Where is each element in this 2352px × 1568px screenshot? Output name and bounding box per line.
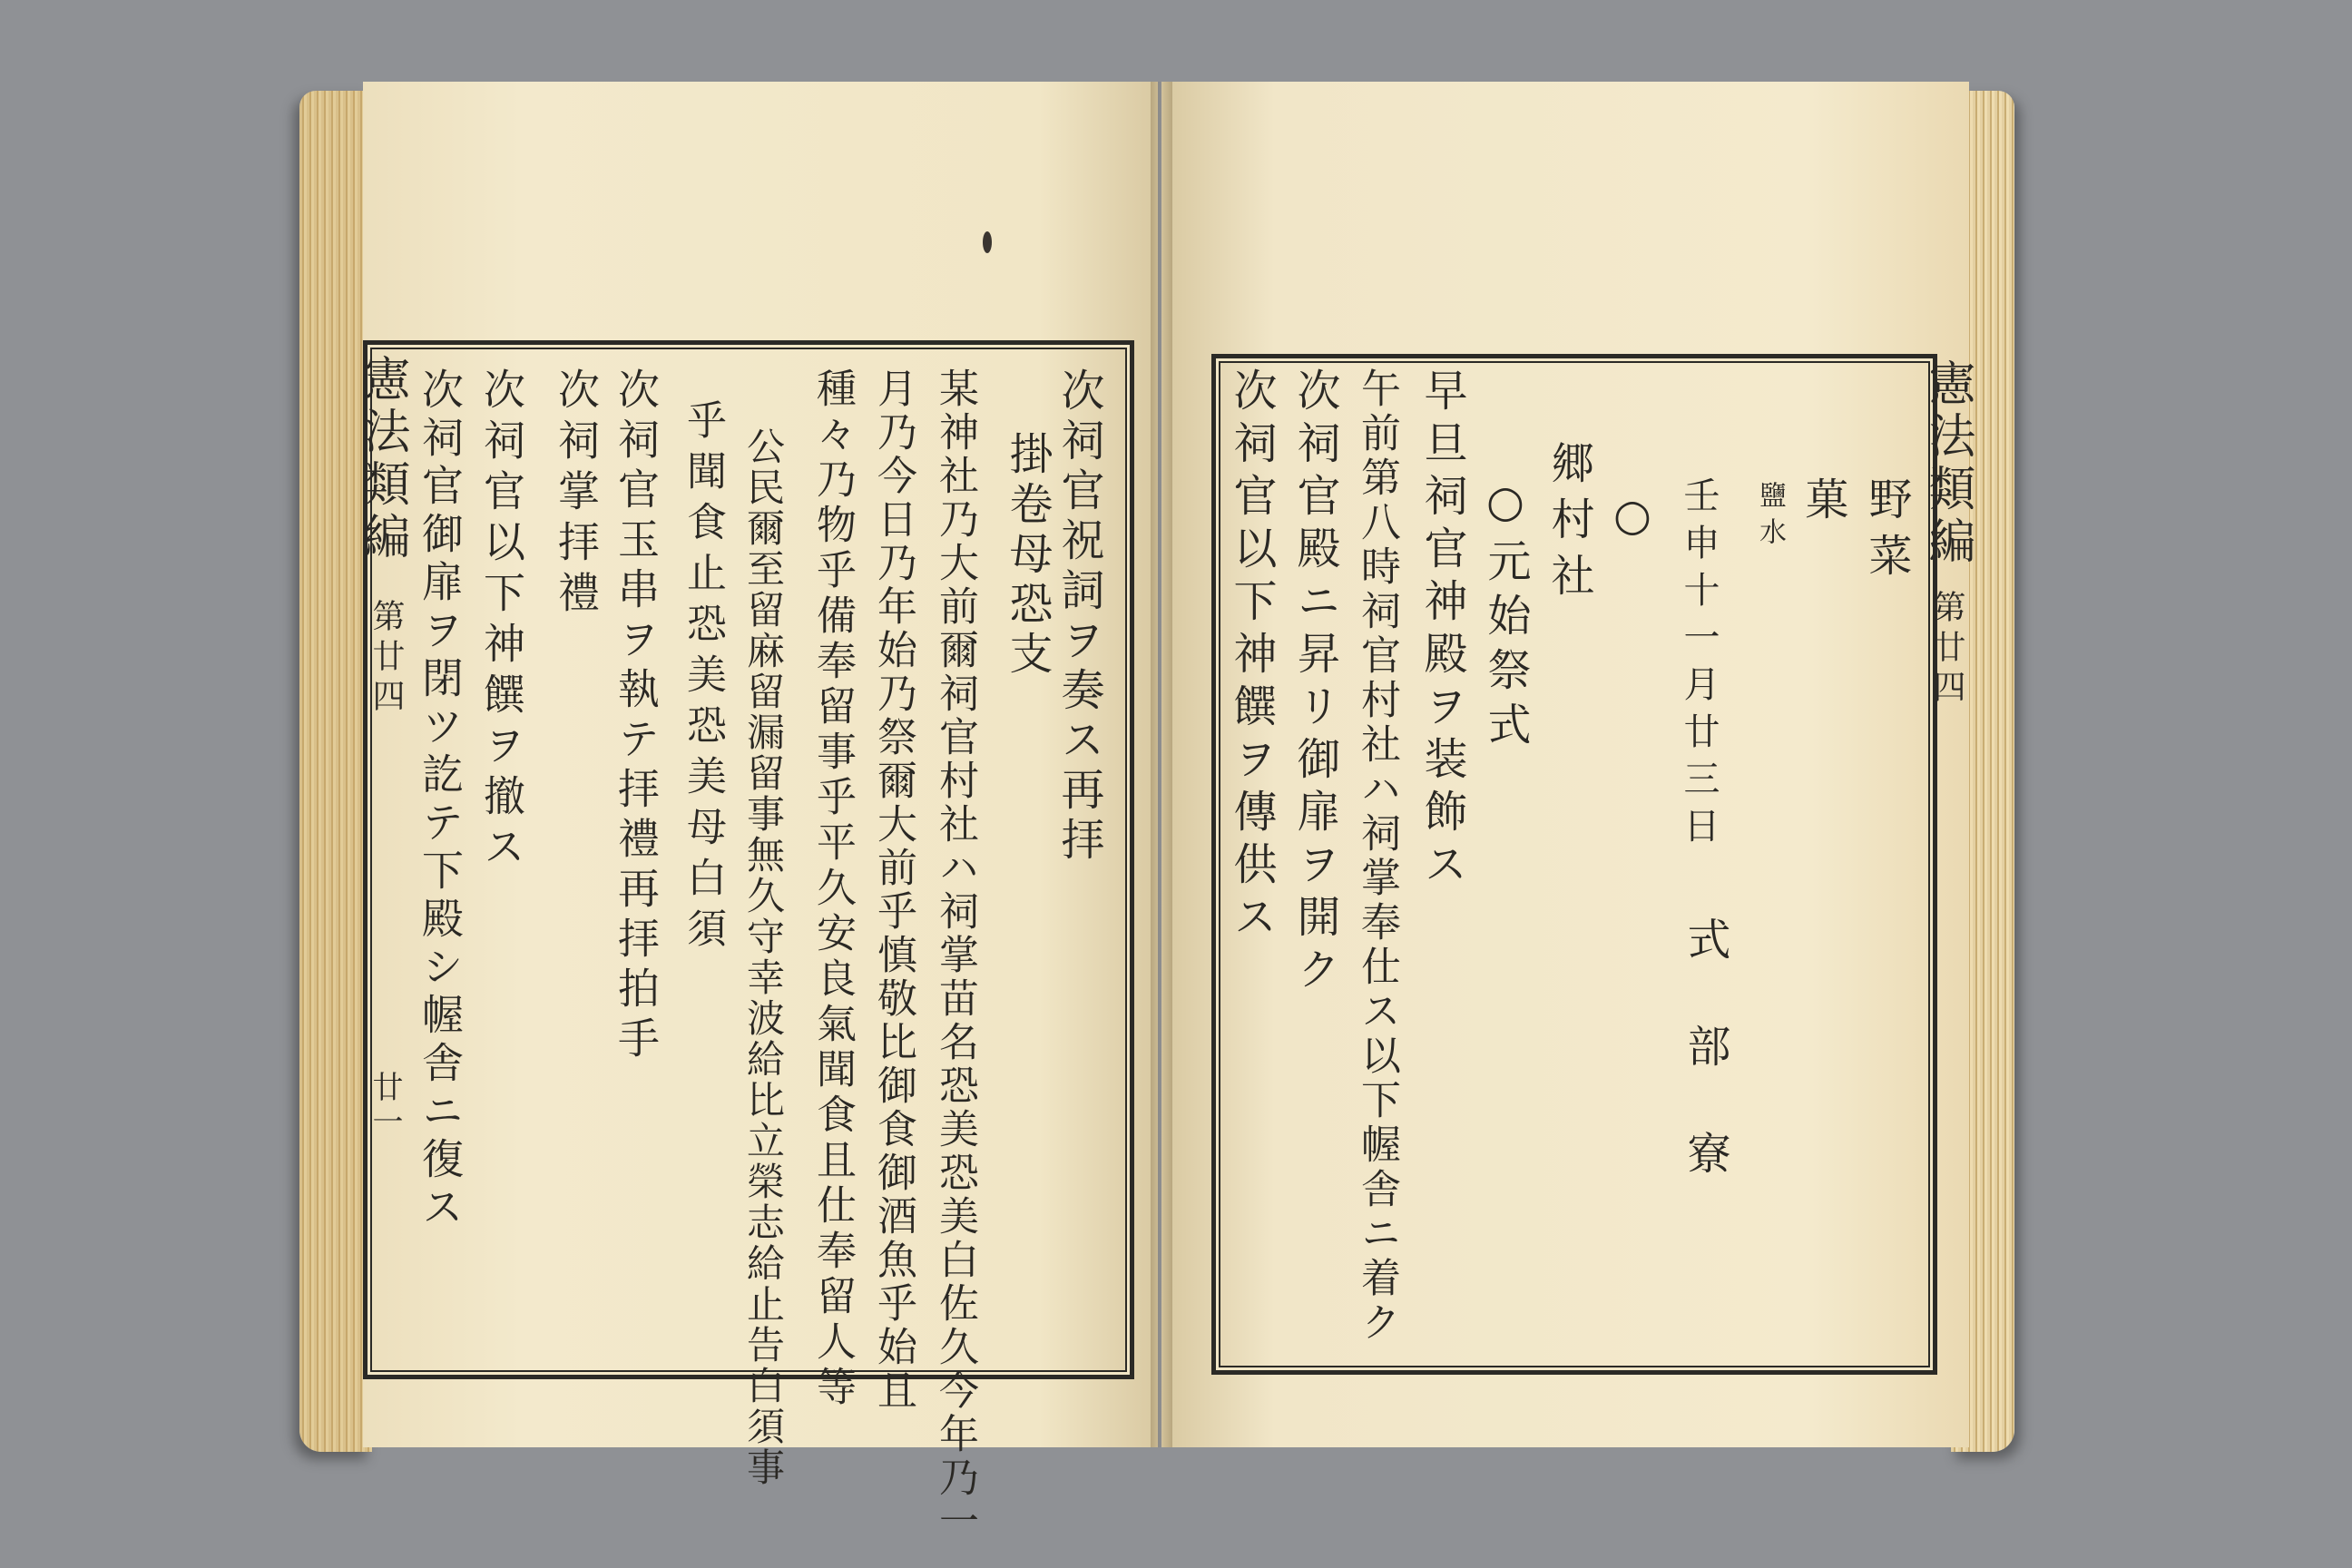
ink-smudge bbox=[983, 231, 992, 253]
right-text-column: 次祠官殿ニ昇リ御扉ヲ開ク bbox=[1289, 368, 1340, 999]
left-text-column: 次祠官御扉ヲ閉ツ訖テ下殿シ幄舎ニ復ス bbox=[416, 368, 465, 1233]
left-text-column: 次祠掌拝禮 bbox=[552, 368, 601, 622]
book-gutter bbox=[1151, 82, 1172, 1447]
left-volume-label: 第廿四 bbox=[368, 599, 405, 719]
left-text-column: 月乃今日乃年始乃祭爾大前乎慎敬比御食御酒魚乎始且 bbox=[870, 368, 916, 1413]
book-fore-edge-left bbox=[299, 91, 372, 1452]
right-text-column: 郷村社 bbox=[1544, 440, 1594, 609]
right-running-title: 憲法類編 bbox=[1920, 358, 1975, 569]
left-text-column: 某神社乃大前爾祠官村社ハ祠掌苗名恐美恐美白佐久今年乃一 bbox=[932, 368, 978, 1544]
left-text-column: 公民爾至留麻留漏留事無久守幸波給比立榮志給止告白須事 bbox=[741, 426, 786, 1488]
right-text-column: 次祠官以下神饌ヲ傳供ス bbox=[1226, 368, 1277, 946]
right-text-column: 野菜 bbox=[1861, 476, 1912, 589]
right-text-column: 菓 bbox=[1798, 476, 1848, 526]
issuing-department: 式部寮 bbox=[1680, 916, 1730, 1238]
right-text-column: 早旦祠官神殿ヲ装飾ス bbox=[1416, 368, 1467, 894]
right-text-column: 午前第八時祠官村社ハ祠掌奉仕ス以下幄舎ニ着ク bbox=[1354, 368, 1400, 1346]
right-text-column: 壬申十一月廿三日 bbox=[1678, 476, 1720, 854]
left-text-column: 次祠官祝詞ヲ奏ス再拝 bbox=[1054, 368, 1104, 867]
left-text-column: 次祠官玉串ヲ執テ拝禮再拝拍手 bbox=[612, 368, 661, 1066]
left-text-column: 乎聞食止恐美恐美母白須 bbox=[680, 399, 726, 958]
right-text-column: ○ bbox=[1607, 490, 1658, 547]
right-text-column: ○元始祭式 bbox=[1480, 476, 1531, 756]
left-text-column: 掛卷母恐支 bbox=[1002, 431, 1053, 681]
left-text-column: 次祠官以下神饌ヲ撤ス bbox=[477, 368, 526, 876]
left-page-number: 廿一 bbox=[367, 1071, 403, 1140]
right-text-column: 鹽水 bbox=[1754, 481, 1786, 554]
left-running-title: 憲法類編 bbox=[355, 354, 409, 564]
right-volume-label: 第廿四 bbox=[1928, 590, 1965, 710]
left-text-column: 種々乃物乎備奉留事乎平久安良氣聞食且仕奉留人等 bbox=[809, 368, 856, 1411]
